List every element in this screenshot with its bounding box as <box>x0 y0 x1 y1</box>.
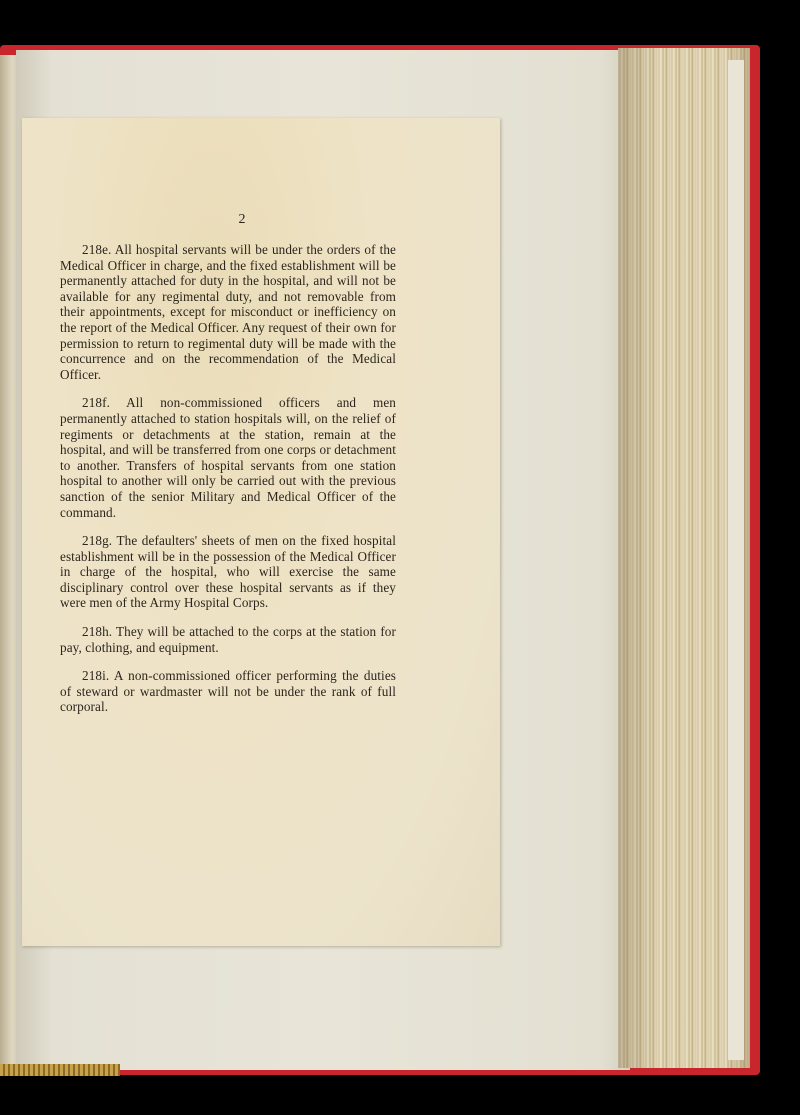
paragraph-label: 218i. <box>82 668 110 684</box>
paragraph-label: 218e. <box>82 242 112 257</box>
text-block <box>60 242 396 728</box>
paragraph-218g <box>60 533 396 611</box>
inserted-leaf <box>22 118 500 946</box>
paragraph-label: 218f. <box>82 395 110 411</box>
gilt-edge <box>0 1064 120 1076</box>
paragraph-text: A non-commissioned officer performing the duties of steward or wardmaster will not be under the rank of full corporal. <box>60 668 396 715</box>
paragraph-label: 218h. <box>82 624 113 640</box>
paragraph-218f <box>60 395 396 520</box>
endpaper <box>728 60 744 1060</box>
page-number: 2 <box>238 212 246 227</box>
paragraph-218i <box>60 668 396 715</box>
paragraph-text: All hospital servants will be under the orders of the Medical Officer in charge, and the fixed establishment will be permanently attached for duty in the hospital, and will not be available for any regimental duty, and not removable from their appointments, except for misconduct or inefficiency on the report of the Medical Officer. Any request of their own for permission to return to regimental duty will be made with the concurrence and on the recommendation of the Medical Officer. <box>60 242 396 382</box>
paragraph-text: All non-commissioned officers and men permanently attached to station hospitals will, on the relief of regiments or detachments at the station, remain at the hospital, and will be transferred from one corps or detachment to another. Transfers of hospital servants from one station hospital to another will only be carried out with the previous sanction of the senior Military and Medical Officer of the command. <box>60 395 396 520</box>
paragraph-text: The defaulters' sheets of men on the fixed hospital establishment will be in the possession of the Medical Officer in charge of the hospital, who will exercise the same disciplinary control over these hospital servants as if they were men of the Army Hospital Corps. <box>60 533 396 611</box>
paragraph-218h <box>60 624 396 655</box>
paragraph-label: 218g. <box>82 533 113 549</box>
paragraph-text: They will be attached to the corps at the station for pay, clothing, and equipment. <box>60 624 396 655</box>
paragraph-218e <box>60 242 396 382</box>
